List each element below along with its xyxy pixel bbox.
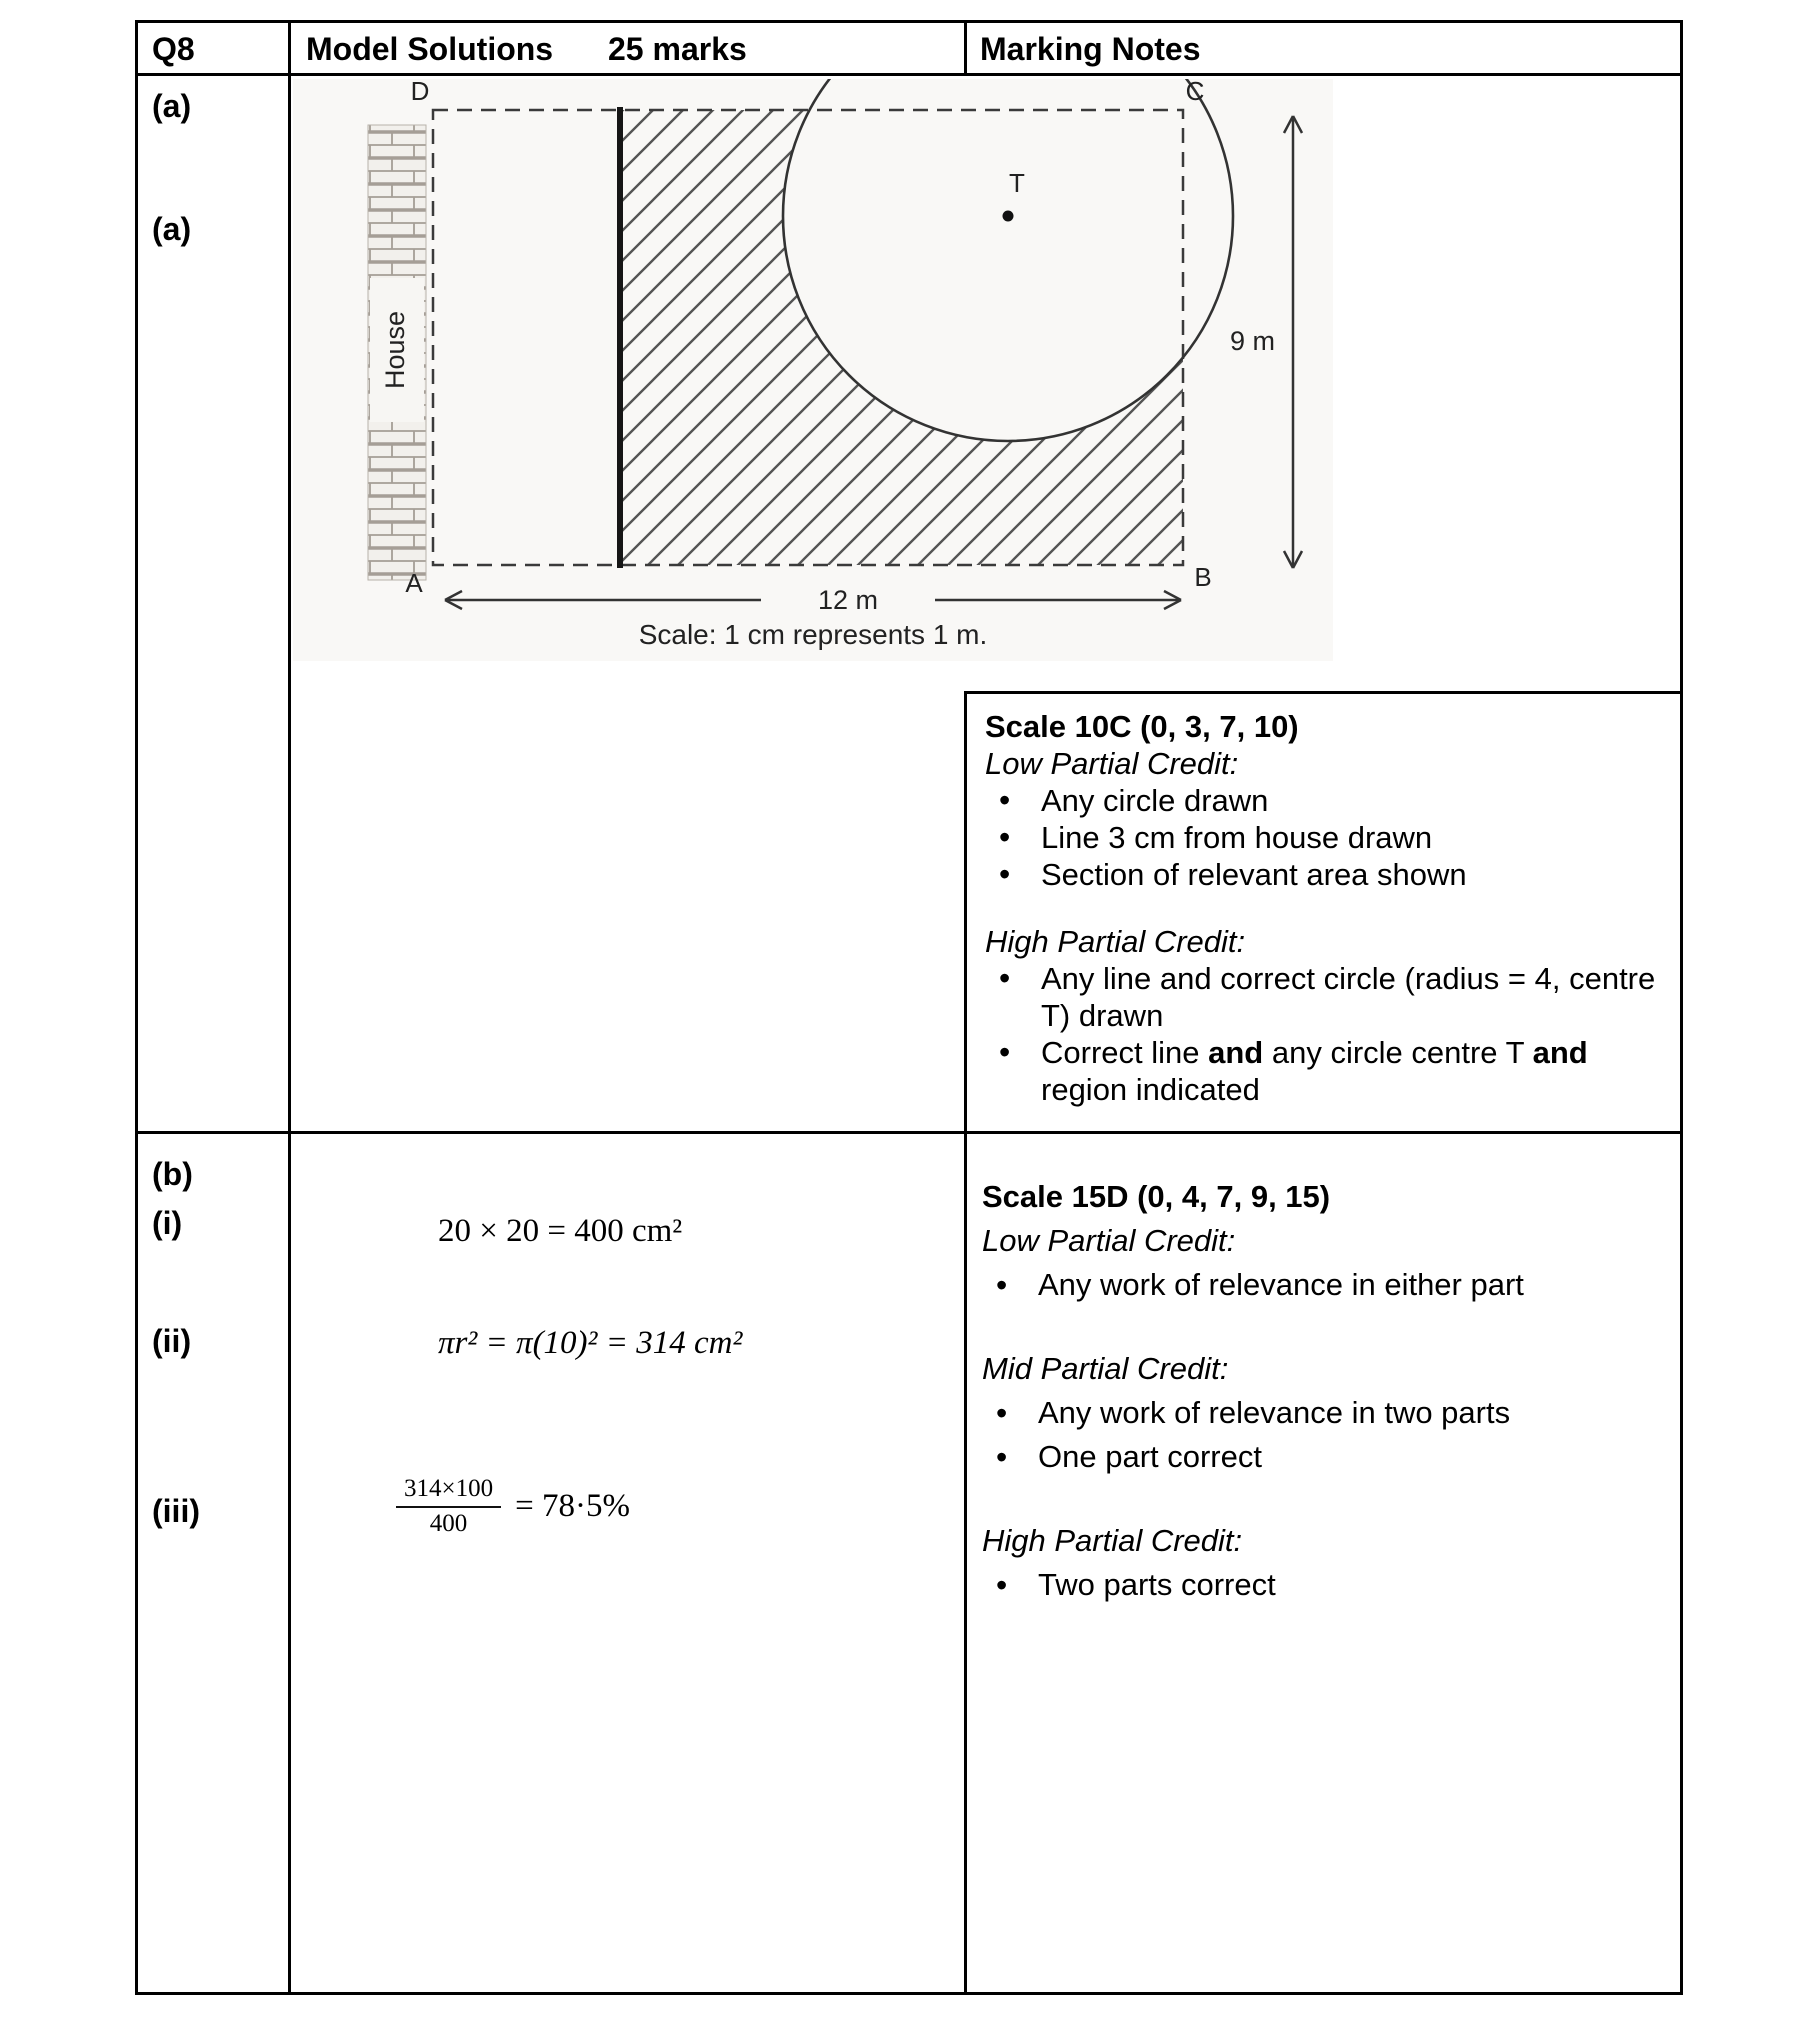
- part-a-label-2: (a): [152, 211, 192, 247]
- note-bullet: [985, 782, 1666, 819]
- note-bullet: [985, 819, 1666, 856]
- bullet-text: • Any work of relevance in either part: [1038, 1267, 1524, 1302]
- solution-line-ii: πr² = π(10)² = 314 cm²: [438, 1325, 743, 1361]
- bullet-text: • Any work of relevance in two parts: [1038, 1395, 1511, 1430]
- height-dimension-label: 9 m: [1229, 326, 1275, 356]
- high-partial-credit-title-a: High Partial Credit:: [985, 924, 1246, 959]
- spacer: [982, 1479, 1666, 1519]
- header-divider: [138, 73, 1680, 76]
- corner-b-label: B: [1194, 562, 1212, 592]
- bullet-text: • Section of relevant area shown: [1041, 857, 1467, 892]
- marking-table: [135, 20, 1683, 1995]
- corner-c-label: C: [1185, 79, 1205, 106]
- label-column-divider: [288, 23, 291, 1992]
- part-a-label-1: (a): [152, 88, 192, 124]
- fraction-result: = 78·5%: [515, 1488, 630, 1525]
- marking-notes-header: Marking Notes: [980, 31, 1201, 67]
- house-label: House: [380, 310, 411, 390]
- part-b-ii-label: (ii): [152, 1323, 192, 1359]
- part-b-marking-notes: [964, 1175, 1680, 1607]
- model-solutions-header: Model Solutions: [306, 31, 554, 67]
- scale-note: Scale: 1 cm represents 1 m.: [638, 619, 988, 650]
- bullet-text-segment: Correct line: [1041, 1035, 1209, 1070]
- bullet-text: • One part correct: [1038, 1439, 1262, 1474]
- height-dimension-arrow: [1284, 116, 1302, 568]
- low-partial-credit-title-a: Low Partial Credit:: [985, 746, 1239, 781]
- note-bullet: [985, 1034, 1666, 1108]
- part-b-label: (b): [152, 1156, 193, 1192]
- bullet-text-bold: and: [1208, 1035, 1264, 1070]
- fraction: [396, 1475, 501, 1539]
- spacer: [982, 1307, 1666, 1347]
- bullet-text-segment: any circle centre T: [1263, 1035, 1533, 1070]
- part-a-marking-notes: [964, 691, 1680, 1134]
- bullet-text: [1041, 1034, 1666, 1108]
- point-t-label: T: [1009, 168, 1025, 198]
- note-bullet: [982, 1563, 1666, 1607]
- diagram-scan: [293, 79, 1333, 661]
- mid-partial-credit-title-b: Mid Partial Credit:: [982, 1351, 1229, 1386]
- scale-title-b: Scale 15D (0, 4, 7, 9, 15): [982, 1179, 1331, 1214]
- note-bullet: [985, 960, 1666, 1034]
- width-dimension-arrow: [445, 591, 1181, 609]
- high-partial-credit-title-b: High Partial Credit:: [982, 1523, 1243, 1558]
- part-b-i-label: (i): [152, 1205, 183, 1241]
- note-bullet: [982, 1263, 1666, 1307]
- scale-title-a: Scale 10C (0, 3, 7, 10): [985, 709, 1299, 744]
- fraction-numerator: 314×100: [396, 1475, 501, 1508]
- fraction-denominator: 400: [429, 1509, 468, 1537]
- note-bullet: [982, 1435, 1666, 1479]
- scale-drawing: [293, 79, 1333, 661]
- bullet-text: • Two parts correct: [1038, 1567, 1276, 1602]
- bullet-text: • Any circle drawn: [1041, 783, 1269, 818]
- question-number: Q8: [152, 31, 195, 67]
- corner-d-label: D: [410, 79, 430, 106]
- note-bullet: [985, 856, 1666, 893]
- width-dimension-label: 12 m: [817, 585, 879, 615]
- bullet-text-segment: region indicated: [1041, 1072, 1260, 1107]
- notes-column-divider-header: [964, 23, 967, 73]
- bullet-text: • Any line and correct circle (radius = 4, centre T) drawn: [1041, 961, 1656, 1033]
- spacer: [985, 893, 1666, 923]
- low-partial-credit-title-b: Low Partial Credit:: [982, 1223, 1236, 1258]
- part-b-iii-label: (iii): [152, 1493, 200, 1529]
- bullet-text: • Line 3 cm from house drawn: [1041, 820, 1433, 855]
- shaded-region: [620, 79, 1233, 565]
- solution-line-i: 20 × 20 = 400 cm²: [438, 1213, 683, 1249]
- marks-label: 25 marks: [608, 31, 747, 67]
- solution-line-iii: [396, 1475, 630, 1539]
- note-bullet: [982, 1391, 1666, 1435]
- bullet-text-bold: and: [1532, 1035, 1588, 1070]
- point-t-dot: [1003, 211, 1014, 222]
- corner-a-label: A: [405, 568, 423, 598]
